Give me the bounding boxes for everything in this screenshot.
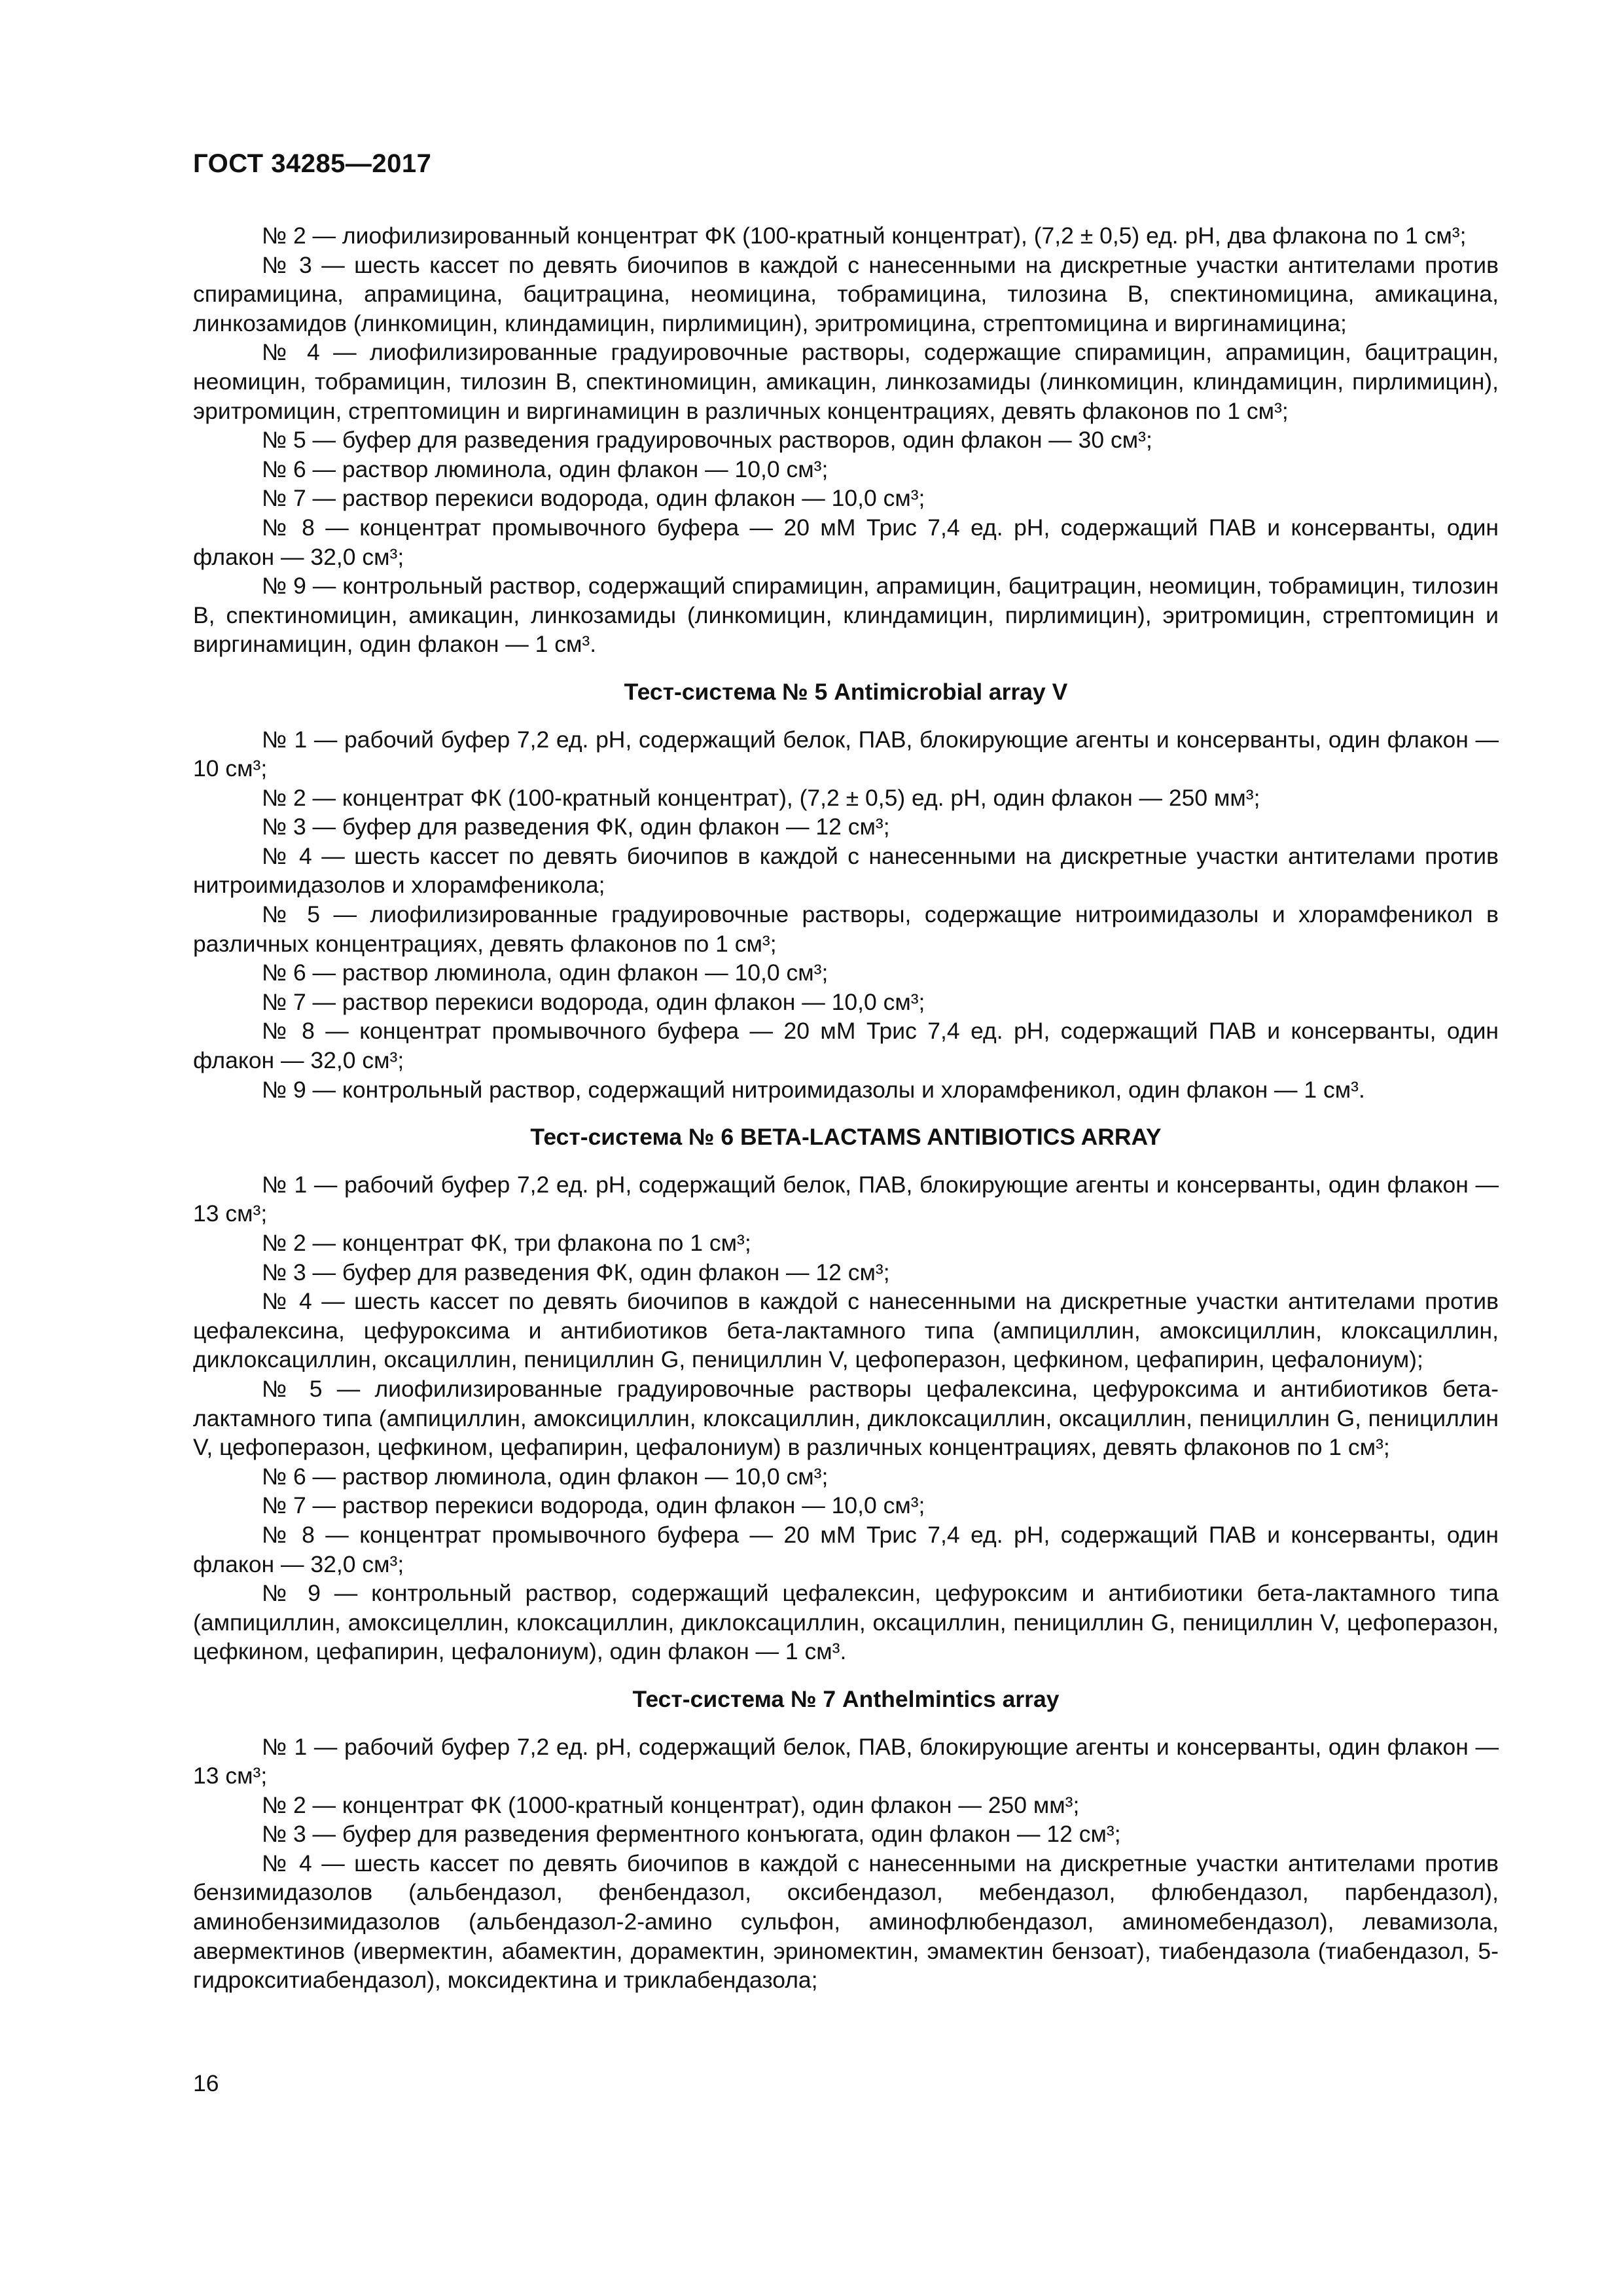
section-item: № 8 — концентрат промывочного буфера — 20 мМ Трис 7,4 ед. pH, содержащий ПАВ и консерванты, один флакон — 32,0 см³; [193, 1018, 1499, 1074]
intro-item: № 5 — буфер для разведения градуировочных растворов, один флакон — 30 см³; [262, 427, 1152, 454]
section-item: № 2 — концентрат ФК (1000-кратный концентрат), один флакон — 250 мм³; [262, 1791, 1080, 1818]
page-content [193, 221, 1499, 1995]
section-item: № 9 — контрольный раствор, содержащий нитроимидазолы и хлорамфеникол, один флакон — 1 см³. [262, 1076, 1365, 1103]
section-heading: Тест-система № 5 Antimicrobial array V [624, 678, 1068, 705]
section-item: № 7 — раствор перекиси водорода, один флакон — 10,0 см³; [262, 1492, 925, 1519]
intro-item: № 4 — лиофилизированные градуировочные растворы, содержащие спирамицин, апрамицин, бацитрацин, неомицин, тобрамицин, тилозин В, спектиномицин, амикацин, линкозамиды (линкомицин, клиндамицин, пирлимицин), эритромицин, стрептомицин и виргинамицин в различных концентрациях, девять флаконов по 1 см³; [193, 339, 1499, 424]
section-item: № 3 — буфер для разведения ферментного конъюгата, один флакон — 12 см³; [262, 1821, 1121, 1848]
section-item: № 2 — концентрат ФК, три флакона по 1 см³; [262, 1230, 751, 1256]
intro-item: № 7 — раствор перекиси водорода, один флакон — 10,0 см³; [262, 485, 925, 512]
section-item: № 4 — шесть кассет по девять биочипов в каждой с нанесенными на дискретные участки антителами против цефалексина, цефуроксима и антибиотиков бета-лактамного типа (ампициллин, амоксициллин, клоксациллин, диклоксациллин, оксациллин, пенициллин G, пенициллин V, цефоперазон, цефкином, цефапирин, цефалониум); [193, 1288, 1499, 1373]
intro-item: № 6 — раствор люминола, один флакон — 10,0 см³; [262, 456, 829, 482]
page-number: 16 [193, 2070, 219, 2096]
intro-item: № 3 — шесть кассет по девять биочипов в каждой с нанесенными на дискретные участки антителами против спирамицина, апрамицина, бацитрацина, неомицина, тобрамицина, тилозина В, спектиномицина, амикацина, линкозамидов (линкомицин, клиндамицин, пирлимицин), эритромицина, стрептомицина и виргинамицина; [193, 251, 1499, 336]
section-item: № 5 — лиофилизированные градуировочные растворы цефалексина, цефуроксима и антибиотиков бета-лактамного типа (ампициллин, амоксициллин, клоксациллин, диклоксациллин, оксациллин, пенициллин G, пенициллин V, цефоперазон, цефкином, цефапирин, цефалониум) в различных концентрациях, девять флаконов по 1 см³; [193, 1375, 1499, 1461]
section-item: № 3 — буфер для разведения ФК, один флакон — 12 см³; [262, 1259, 890, 1285]
intro-item: № 8 — концентрат промывочного буфера — 20 мМ Трис 7,4 ед. pH, содержащий ПАВ и консерванты, один флакон — 32,0 см³; [193, 514, 1499, 570]
section-item: № 9 — контрольный раствор, содержащий цефалексин, цефуроксим и антибиотики бета-лактамного типа (ампициллин, амоксицеллин, клоксациллин, диклоксациллин, оксациллин, пенициллин G, пенициллин V, цефоперазон, цефкином, цефапирин, цефалониум), один флакон — 1 см³. [193, 1580, 1499, 1665]
section-item: № 6 — раствор люминола, один флакон — 10,0 см³; [262, 1463, 829, 1490]
intro-item: № 2 — лиофилизированный концентрат ФК (100-кратный концентрат), (7,2 ± 0,5) ед. pH, два флакона по 1 см³; [262, 223, 1467, 249]
section-item: № 8 — концентрат промывочного буфера — 20 мМ Трис 7,4 ед. pH, содержащий ПАВ и консерванты, один флакон — 32,0 см³; [193, 1521, 1499, 1577]
section-item: № 1 — рабочий буфер 7,2 ед. pH, содержащий белок, ПАВ, блокирующие агенты и консерванты, один флакон — 13 см³; [193, 1171, 1499, 1227]
section-item: № 6 — раствор люминола, один флакон — 10,0 см³; [262, 960, 829, 986]
section-item: № 7 — раствор перекиси водорода, один флакон — 10,0 см³; [262, 988, 925, 1015]
section-item: № 1 — рабочий буфер 7,2 ед. pH, содержащий белок, ПАВ, блокирующие агенты и консерванты, один флакон — 10 см³; [193, 726, 1499, 782]
section-item: № 4 — шесть кассет по девять биочипов в каждой с нанесенными на дискретные участки антителами против бензимидазолов (альбендазол, фенбендазол, оксибендазол, мебендазол, флюбендазол, парбендазол), аминобензимидазолов (альбендазол-2-амино сульфон, аминофлюбендазол, аминомебендазол), левамизола, авермектинов (ивермектин, абамектин, дорамектин, эриномектин, эмамектин бензоат), тиабендазола (тиабендазол, 5-гидрокситиабендазол), моксидектина и триклабендазола; [193, 1850, 1499, 1994]
document-header: ГОСТ 34285—2017 [193, 149, 432, 178]
section-item: № 3 — буфер для разведения ФК, один флакон — 12 см³; [262, 814, 890, 840]
section-heading: Тест-система № 7 Anthelmintics array [632, 1685, 1060, 1712]
section-item: № 5 — лиофилизированные градуировочные растворы, содержащие нитроимидазолы и хлорамфеникол в различных концентрациях, девять флаконов по 1 см³; [193, 901, 1499, 957]
section-heading: Тест-система № 6 BETA-LACTAMS ANTIBIOTICS ARRAY [530, 1124, 1162, 1151]
section-item: № 2 — концентрат ФК (100-кратный концентрат), (7,2 ± 0,5) ед. pH, один флакон — 250 мм³; [262, 784, 1260, 811]
intro-item: № 9 — контрольный раствор, содержащий спирамицин, апрамицин, бацитрацин, неомицин, тобрамицин, тилозин В, спектиномицин, амикацин, линкозамиды (линкомицин, клиндамицин, пирлимицин), эритромицин, стрептомицин и виргинамицин, один флакон — 1 см³. [193, 573, 1499, 658]
section-item: № 1 — рабочий буфер 7,2 ед. pH, содержащий белок, ПАВ, блокирующие агенты и консерванты, один флакон — 13 см³; [193, 1733, 1499, 1789]
section-item: № 4 — шесть кассет по девять биочипов в каждой с нанесенными на дискретные участки антителами против нитроимидазолов и хлорамфеникола; [193, 842, 1499, 899]
